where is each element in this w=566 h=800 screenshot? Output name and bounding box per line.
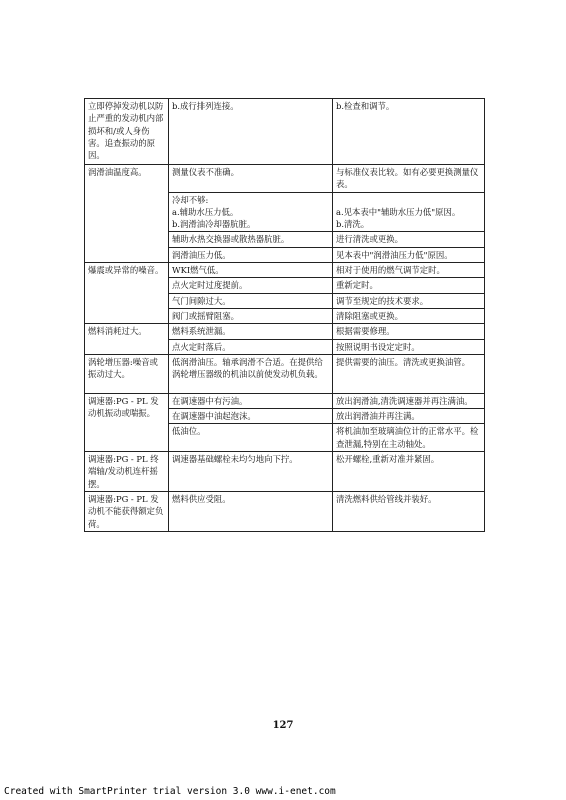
symptom-cell: 立即停掉发动机以防止严重的发动机内部损坏和/或人身伤害。追查振动的原因。 [85, 99, 169, 165]
remedy-cell: 按照说明书设定定时。 [333, 339, 485, 354]
troubleshooting-table [84, 98, 485, 532]
cause-cell: 在调速器中油起泡沫。 [169, 409, 333, 424]
cause-cell: b.成行排列连接。 [169, 99, 333, 165]
cause-cell: 低润滑油压。轴承润滑不合适。在提供给涡轮增压器级的机油以前使发动机负载。 [169, 354, 333, 393]
remedy-cell: 调节至规定的技术要求。 [333, 293, 485, 308]
cause-cell: 气门间隙过大。 [169, 293, 333, 308]
page-number: 127 [272, 720, 294, 731]
remedy-cell: 见本表中"润滑油压力低"原因。 [333, 247, 485, 262]
symptom-cell: 调速器:PG - PL 发动机振动或喘振。 [85, 393, 169, 451]
cause-cell: WKI燃气低。 [169, 263, 333, 278]
table-row [85, 393, 485, 408]
table-row [85, 165, 485, 193]
table-row [85, 324, 485, 339]
symptom-cell: 调速器:PG - PL 终端轴/发动机连杆摇摆。 [85, 452, 169, 492]
cause-cell: 调速器基础螺栓未均匀地向下拧。 [169, 452, 333, 492]
cause-cell: 润滑油压力低。 [169, 247, 333, 262]
remedy-cell: 相对于使用的燃气调节定时。 [333, 263, 485, 278]
table-row [85, 263, 485, 278]
remedy-cell: 重新定时。 [333, 278, 485, 293]
cause-cell: 在调速器中有污油。 [169, 393, 333, 408]
remedy-cell: 松开螺栓,重新对准并紧固。 [333, 452, 485, 492]
remedy-cell: 清洗燃料供给管线并装好。 [333, 491, 485, 531]
cause-cell: 点火定时过度提前。 [169, 278, 333, 293]
cause-cell: 冷却不够: a.辅助水压力低。 b.润滑油冷却器肮脏。 [169, 192, 333, 232]
remedy-cell: a.见本表中"辅助水压力低"原因。 b.清洗。 [333, 192, 485, 232]
symptom-cell: 爆震或异常的噪音。 [85, 263, 169, 324]
remedy-cell: 将机油加至玻璃油位计的正常水平。检查泄漏,特别在主动轴处。 [333, 424, 485, 452]
remedy-cell: 根据需要修理。 [333, 324, 485, 339]
remedy-cell: 放出润滑油并再注满。 [333, 409, 485, 424]
remedy-cell: b.检查和调节。 [333, 99, 485, 165]
remedy-cell: 清除阻塞或更换。 [333, 308, 485, 323]
symptom-cell: 燃料消耗过大。 [85, 324, 169, 355]
symptom-cell: 涡轮增压器:噪音或振动过大。 [85, 354, 169, 393]
trial-watermark-footer: Created with SmartPrinter trial version 3.0 www.i-enet.com [4, 786, 336, 797]
cause-cell: 阀门或摇臂阻塞。 [169, 308, 333, 323]
cause-cell: 燃料供应受阻。 [169, 491, 333, 531]
cause-cell: 点火定时落后。 [169, 339, 333, 354]
table-row [85, 99, 485, 165]
remedy-cell: 放出润滑油,清洗调速器并再注满油。 [333, 393, 485, 408]
remedy-cell: 进行清洗或更换。 [333, 232, 485, 247]
cause-cell: 燃料系统泄漏。 [169, 324, 333, 339]
cause-cell: 辅助水热交换器或散热器肮脏。 [169, 232, 333, 247]
cause-cell: 低油位。 [169, 424, 333, 452]
symptom-cell: 调速器:PG - PL 发动机不能获得额定负荷。 [85, 491, 169, 531]
table-row [85, 354, 485, 393]
cause-cell: 测量仪表不准确。 [169, 165, 333, 193]
table-row [85, 491, 485, 531]
table-row [85, 452, 485, 492]
remedy-cell: 提供需要的油压。清洗或更换油管。 [333, 354, 485, 393]
symptom-cell: 润滑油温度高。 [85, 165, 169, 263]
remedy-cell: 与标准仪表比较。如有必要更换测量仪表。 [333, 165, 485, 193]
